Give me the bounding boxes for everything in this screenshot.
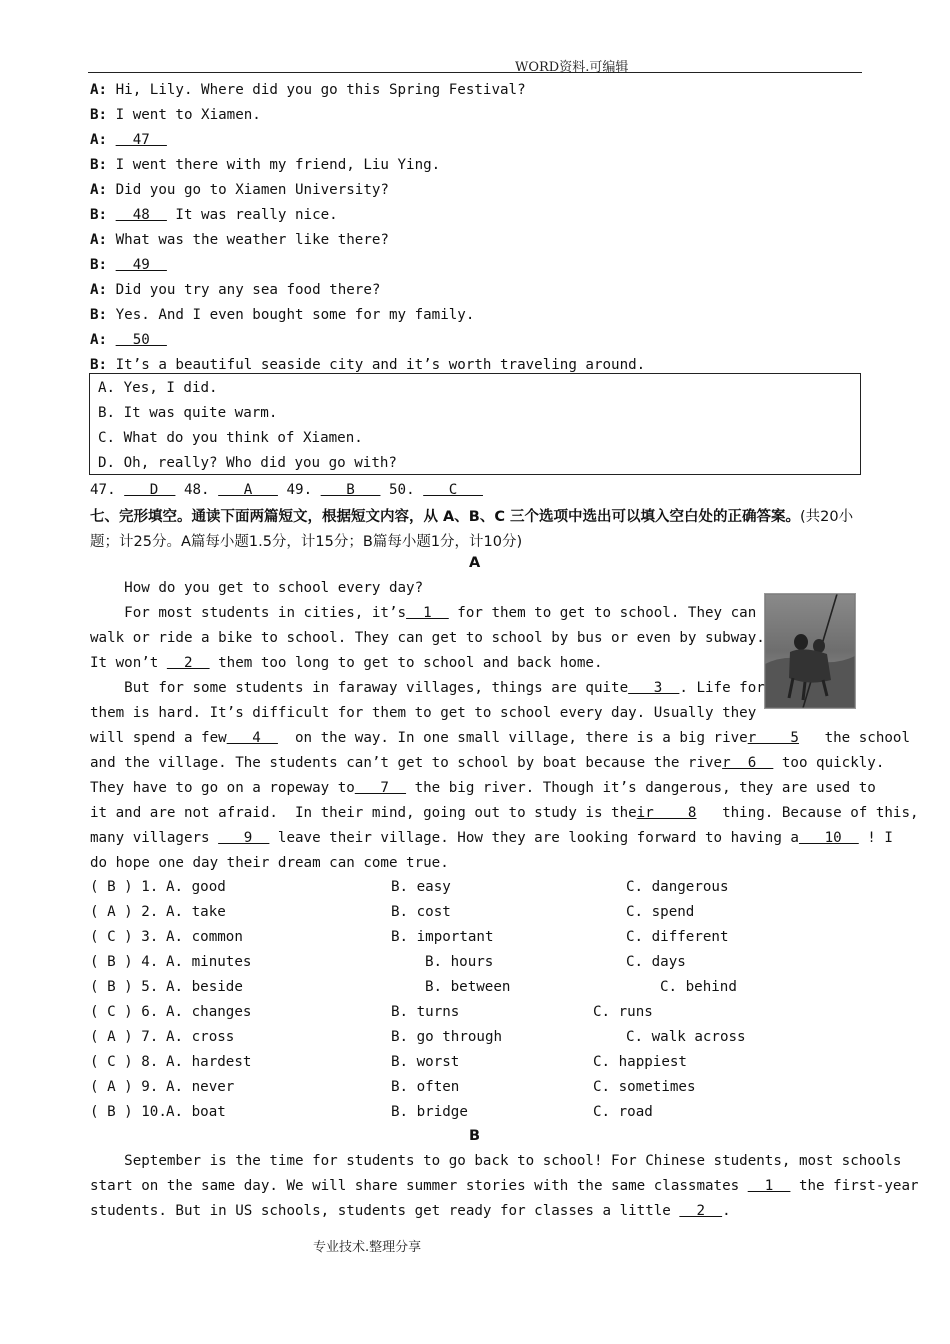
page-header: WORD资料.可编辑: [515, 60, 629, 75]
dialogue-text: [107, 332, 116, 348]
choice-b: B. often: [391, 1079, 460, 1095]
answer-blank: 50: [115, 332, 167, 348]
passage-text: for them to get to school. They can: [448, 605, 757, 621]
dialogue-answers: [90, 481, 492, 499]
choice-b: B. hours: [425, 954, 494, 970]
dialogue-line: [90, 228, 645, 253]
question-answer: ( A ) 7.: [90, 1029, 159, 1045]
speaker-label: A:: [90, 132, 108, 148]
answer-value: A: [218, 482, 278, 498]
choice-a: A. beside: [166, 979, 243, 995]
question-answer: ( C ) 3.: [90, 929, 159, 945]
passage-text: on the way. In one small village, there is a big rive: [277, 730, 748, 746]
passage-a-label: A: [469, 555, 481, 571]
passage-text: them is hard. It’s difficult for them to get to school every day. Usually they: [90, 705, 757, 721]
dialogue-line: [90, 328, 645, 353]
passage-text: But for some students in faraway villages, things are quite: [90, 680, 629, 696]
passage-a-line: [90, 801, 919, 826]
choice-c: C. happiest: [593, 1054, 687, 1070]
choice-a: A. good: [166, 879, 226, 895]
passage-a-line: [90, 626, 765, 651]
cloze-blank: r 5: [747, 730, 799, 746]
passage-text: They have to go on a ropeway to: [90, 780, 355, 796]
cloze-blank: r 6: [722, 755, 774, 771]
option-item: B. It was quite warm.: [98, 405, 278, 421]
choice-b: B. worst: [391, 1054, 460, 1070]
answer-number: 50.: [389, 482, 424, 498]
dialogue-text: I went there with my friend, Liu Ying.: [107, 157, 441, 173]
section-title: [90, 505, 865, 555]
dialogue: [90, 78, 645, 378]
cloze-blank: 9: [218, 830, 270, 846]
passage-a-line: [90, 676, 765, 701]
passage-text: will spend a few: [90, 730, 227, 746]
question-answer: ( C ) 6.: [90, 1004, 159, 1020]
dialogue-text: Did you try any sea food there?: [107, 282, 381, 298]
speaker-label: B:: [90, 157, 108, 173]
dialogue-text: It’s a beautiful seaside city and it’s worth traveling around.: [107, 357, 646, 373]
choice-a: A. cross: [166, 1029, 235, 1045]
dialogue-line: [90, 178, 645, 203]
option-item: D. Oh, really? Who did you go with?: [98, 455, 397, 471]
choice-a: A. take: [166, 904, 226, 920]
speaker-label: A:: [90, 332, 108, 348]
spacer: [175, 482, 184, 498]
cloze-blank: 7: [354, 780, 407, 796]
dialogue-text: [107, 257, 116, 273]
answer-number: 47.: [90, 482, 125, 498]
speaker-label: B:: [90, 207, 108, 223]
passage-a-line: [90, 651, 603, 676]
choice-a: A. never: [166, 1079, 235, 1095]
passage-text: many villagers: [90, 830, 219, 846]
passage-text: the big river. Though it’s dangerous, they are used to: [406, 780, 876, 796]
dialogue-line: [90, 303, 645, 328]
dialogue-text: It was really nice.: [166, 207, 338, 223]
option-item: C. What do you think of Xiamen.: [98, 430, 363, 446]
question-answer: ( A ) 2.: [90, 904, 159, 920]
spacer: [380, 482, 389, 498]
cloze-blank: 4: [226, 730, 278, 746]
passage-b-line: [90, 1174, 919, 1199]
option-item: A. Yes, I did.: [98, 380, 218, 396]
speaker-label: A:: [90, 232, 108, 248]
answer-value: C: [423, 482, 483, 498]
passage-text: start on the same day. We will share summer stories with the same classmates: [90, 1178, 748, 1194]
header-rule: [88, 72, 862, 73]
dialogue-line: [90, 278, 645, 303]
choice-a: A. hardest: [166, 1054, 252, 1070]
dialogue-text: Hi, Lily. Where did you go this Spring Festival?: [107, 82, 526, 98]
answer-value: B: [320, 482, 381, 498]
dialogue-text: Yes. And I even bought some for my family.: [107, 307, 475, 323]
spacer: [483, 482, 492, 498]
page-footer: 专业技术.整理分享: [313, 1240, 422, 1255]
choice-b: B. important: [391, 929, 494, 945]
choice-a: A. minutes: [166, 954, 252, 970]
dialogue-text: What was the weather like there?: [107, 232, 389, 248]
passage-a-line: [90, 701, 756, 726]
speaker-label: B:: [90, 307, 108, 323]
answer-blank: 48: [115, 207, 167, 223]
dialogue-line: [90, 203, 645, 228]
speaker-label: A:: [90, 182, 108, 198]
answer-value: D: [124, 482, 176, 498]
choice-b: B. go through: [391, 1029, 503, 1045]
choice-c: C. sometimes: [593, 1079, 696, 1095]
passage-a-line: [90, 751, 884, 776]
passage-a-line: [90, 851, 449, 876]
passage-text: ! I: [858, 830, 893, 846]
passage-text: it and are not afraid. In their mind, going out to study is the: [90, 805, 637, 821]
dialogue-line: [90, 78, 645, 103]
cloze-blank: 3: [628, 680, 680, 696]
choice-c: C. behind: [660, 979, 737, 995]
choice-b: B. cost: [391, 904, 451, 920]
passage-text: leave their village. How they are looking forward to having a: [269, 830, 799, 846]
passage-a-line: [90, 776, 876, 801]
choice-c: C. walk across: [626, 1029, 746, 1045]
question-answer: ( B ) 10.: [90, 1104, 167, 1120]
cloze-blank: ir 8: [636, 805, 697, 821]
passage-text: and the village. The students can’t get to school by boat because the rive: [90, 755, 723, 771]
choice-c: C. dangerous: [626, 879, 729, 895]
options-box: [89, 373, 861, 475]
choice-c: C. different: [626, 929, 729, 945]
passage-text: For most students in cities, it’s: [90, 605, 407, 621]
choice-a: A. changes: [166, 1004, 252, 1020]
passage-text: thing. Because of this,: [696, 805, 919, 821]
passage-text: too quickly.: [773, 755, 885, 771]
answer-blank: 47: [115, 132, 167, 148]
speaker-label: A:: [90, 282, 108, 298]
question-answer: ( C ) 8.: [90, 1054, 159, 1070]
dialogue-text: [107, 132, 116, 148]
section-note: (共20小题；计25分。A篇每小题1.5分，计15分；B篇每小题1分，计10分): [90, 509, 854, 550]
passage-text: do hope one day their dream can come true.: [90, 855, 449, 871]
cloze-blank: 10: [798, 830, 859, 846]
choice-c: C. days: [626, 954, 686, 970]
question-answer: ( B ) 5.: [90, 979, 159, 995]
passage-text: It won’t: [90, 655, 167, 671]
choice-c: C. road: [593, 1104, 653, 1120]
dialogue-text: Did you go to Xiamen University?: [107, 182, 389, 198]
answer-blank: 49: [115, 257, 167, 273]
choice-b: B. bridge: [391, 1104, 468, 1120]
dialogue-text: I went to Xiamen.: [107, 107, 261, 123]
question-answer: ( A ) 9.: [90, 1079, 159, 1095]
speaker-label: B:: [90, 107, 108, 123]
ropeway-photo: [764, 593, 856, 709]
dialogue-line: [90, 103, 645, 128]
choice-b: B. between: [425, 979, 511, 995]
passage-a-line: [90, 726, 910, 751]
passage-a-line: [90, 601, 756, 626]
answer-number: 49.: [286, 482, 321, 498]
passage-text: How do you get to school every day?: [90, 580, 424, 596]
passage-a-line: [90, 826, 893, 851]
cloze-blank: 1: [406, 605, 449, 621]
question-answer: ( B ) 4.: [90, 954, 159, 970]
choice-a: A. boat: [166, 1104, 226, 1120]
passage-text: September is the time for students to go back to school! For Chinese students, most schools: [90, 1153, 902, 1169]
cloze-blank: 2: [679, 1203, 723, 1219]
passage-b-label: B: [469, 1128, 481, 1144]
passage-text: them too long to get to school and back home.: [209, 655, 603, 671]
choice-b: B. turns: [391, 1004, 460, 1020]
question-answer: ( B ) 1.: [90, 879, 159, 895]
answer-number: 48.: [183, 482, 219, 498]
dialogue-line: [90, 128, 645, 153]
passage-text: walk or ride a bike to school. They can get to school by bus or even by subway.: [90, 630, 765, 646]
passage-b-line: [90, 1199, 731, 1224]
choice-b: B. easy: [391, 879, 451, 895]
speaker-label: B:: [90, 257, 108, 273]
passage-text: the school: [798, 730, 911, 746]
cloze-blank: 2: [166, 655, 210, 671]
dialogue-text: [107, 207, 116, 223]
passage-text: . Life for: [679, 680, 765, 696]
dialogue-line: [90, 253, 645, 278]
speaker-label: B:: [90, 357, 108, 373]
passage-text: .: [722, 1203, 731, 1219]
dialogue-line: [90, 153, 645, 178]
cloze-blank: 1: [747, 1178, 791, 1194]
passage-text: students. But in US schools, students get ready for classes a little: [90, 1203, 680, 1219]
passage-b-line: [90, 1149, 901, 1174]
passage-text: the first-year: [790, 1178, 919, 1194]
choice-c: C. runs: [593, 1004, 653, 1020]
choice-a: A. common: [166, 929, 243, 945]
speaker-label: A:: [90, 82, 108, 98]
section-instructions: 七、完形填空。通读下面两篇短文，根据短文内容，从 A、B、C 三个选项中选出可以填入空白处的正确答案。: [90, 509, 801, 525]
choice-c: C. spend: [626, 904, 695, 920]
passage-a-line: [90, 576, 423, 601]
